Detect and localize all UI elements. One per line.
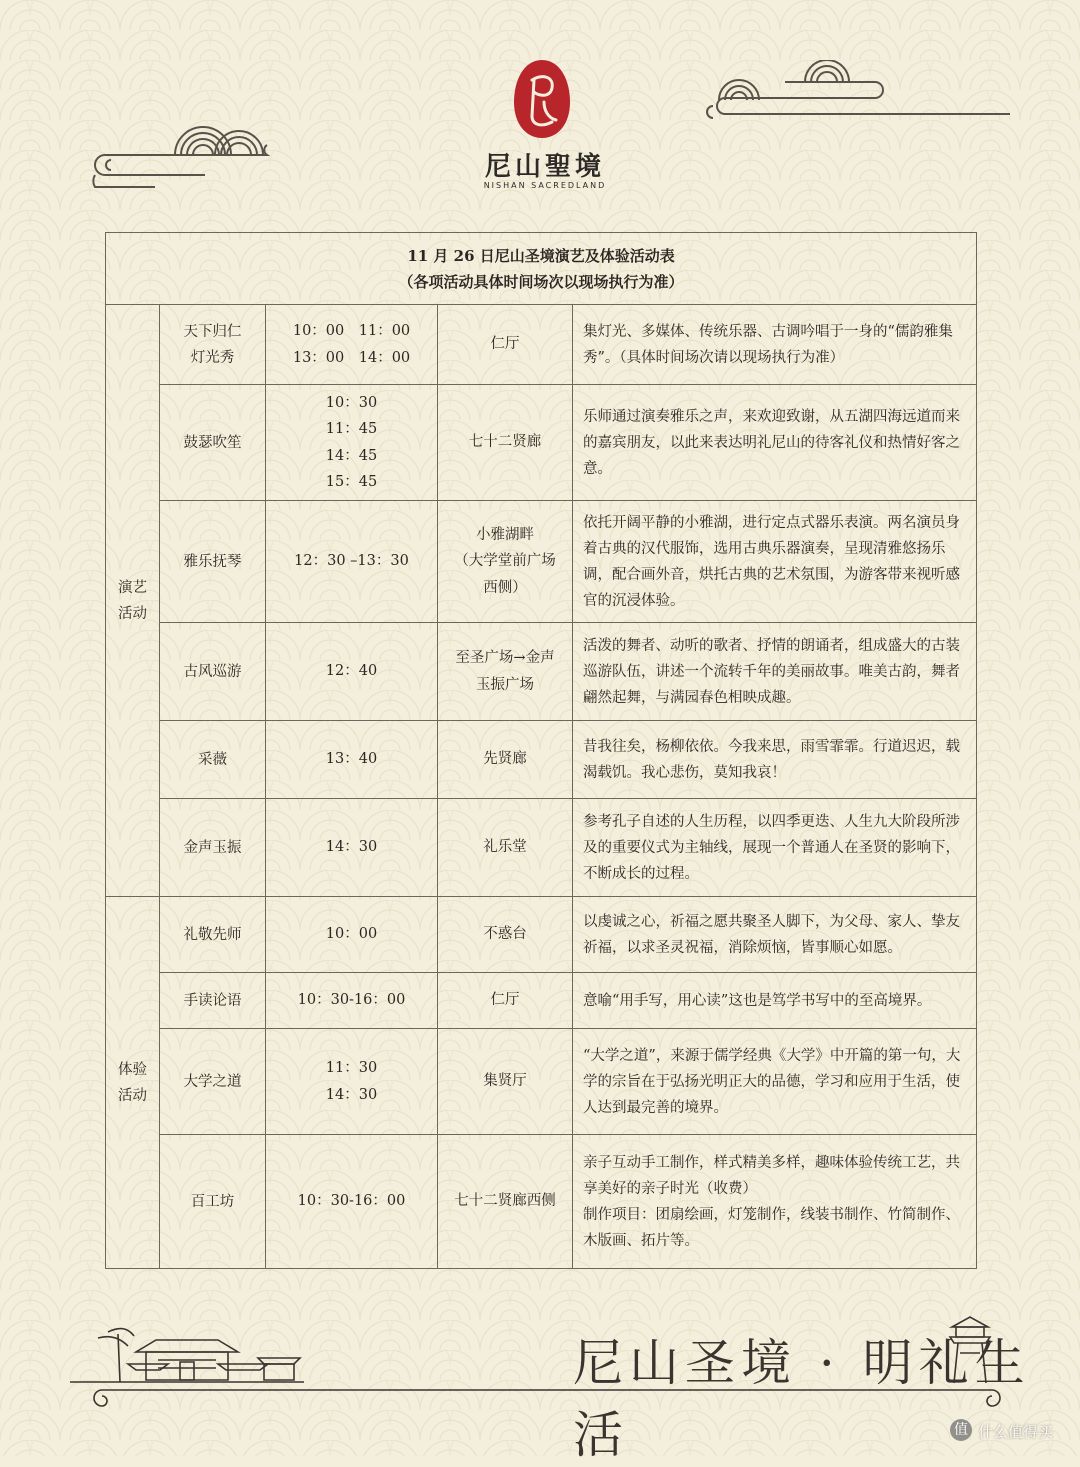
activity-location: 玉振广场 xyxy=(476,676,534,693)
activity-name: 采薇 xyxy=(198,751,227,768)
activity-name: 鼓瑟吹笙 xyxy=(183,434,242,451)
table-row xyxy=(106,721,977,799)
activity-time-cell xyxy=(266,623,438,721)
cloud-ornament-left xyxy=(85,115,275,195)
activity-location: 仁厅 xyxy=(490,336,520,353)
category-label: 体验 xyxy=(118,1061,147,1078)
activity-description-cell xyxy=(573,623,977,721)
table-row xyxy=(106,1029,977,1135)
activity-time-cell xyxy=(266,1135,438,1269)
brand-seal-logo xyxy=(512,58,572,140)
activity-time: 11：30 xyxy=(325,1060,378,1076)
table-row xyxy=(106,385,977,501)
schedule-table xyxy=(105,232,977,1269)
activity-name-cell xyxy=(160,305,266,385)
activity-location-cell xyxy=(438,721,573,799)
activity-time-cell xyxy=(266,305,438,385)
watermark-logo-icon: 值 xyxy=(950,1419,972,1441)
activity-location-cell xyxy=(438,1135,573,1269)
activity-location-cell xyxy=(438,623,573,721)
activity-time-cell xyxy=(266,385,438,501)
activity-description-cell xyxy=(573,1029,977,1135)
activity-name-cell xyxy=(160,501,266,623)
activity-location: （大学堂前广场 xyxy=(454,553,556,570)
table-row xyxy=(106,897,977,973)
activity-time: 14：45 xyxy=(325,447,378,464)
activity-location: 至圣广场→金声 xyxy=(455,650,555,666)
category-label: 演艺 xyxy=(118,579,147,596)
activity-description-cell xyxy=(573,721,977,799)
activity-description-cell xyxy=(573,1135,977,1269)
activity-location-cell xyxy=(438,897,573,973)
category-label: 活动 xyxy=(118,1087,147,1104)
activity-name: 雅乐抚琴 xyxy=(183,553,242,570)
activity-name: 手读论语 xyxy=(183,992,242,1009)
category-label: 活动 xyxy=(118,605,147,622)
brand-english-name: NISHAN SACREDLAND xyxy=(483,181,607,190)
activity-description: 乐师通过演奏雅乐之声，来欢迎致谢，从五湖四海远道而来的嘉宾朋友，以此来表达明礼尼山的待客礼仪和热情好客之意。 xyxy=(583,408,960,477)
activity-description-cell xyxy=(573,501,977,623)
category-cell xyxy=(106,305,160,897)
activity-time: 13：40 xyxy=(325,751,378,768)
activity-time-cell xyxy=(266,501,438,623)
activity-description: 以虔诚之心，祈福之愿共聚圣人脚下，为父母、家人、挚友祈福，以求圣灵祝福，消除烦恼，皆事顺心如愿。 xyxy=(583,913,960,956)
activity-location-cell xyxy=(438,973,573,1029)
activity-time: 14：30 xyxy=(325,1086,378,1103)
activity-name-cell xyxy=(160,1135,266,1269)
activity-location-cell xyxy=(438,1029,573,1135)
brand-name: 尼山聖境 xyxy=(484,152,605,182)
activity-time-cell xyxy=(266,897,438,973)
activity-location-cell xyxy=(438,799,573,897)
activity-location: 先贤廊 xyxy=(483,751,527,768)
table-row xyxy=(106,623,977,721)
activity-time: 10：30-16：00 xyxy=(297,1193,406,1210)
activity-name: 大学之道 xyxy=(183,1073,242,1090)
activity-time: 10：00 11：00 xyxy=(292,323,411,339)
activity-description-cell xyxy=(573,385,977,501)
activity-location: 七十二贤廊 xyxy=(468,434,542,451)
activity-name: 百工坊 xyxy=(190,1193,235,1210)
activity-description-cell xyxy=(573,897,977,973)
table-row xyxy=(106,1135,977,1269)
activity-description: 昔我往矣，杨柳依依。今我来思，雨雪霏霏。行道迟迟，载渴载饥。我心悲伤，莫知我哀！ xyxy=(583,738,960,781)
watermark-text: 什么值得买 xyxy=(978,1423,1054,1441)
activity-description: 集灯光、多媒体、传统乐器、古调吟唱于一身的“儒韵雅集秀”。（具体时间场次请以现场执行为准） xyxy=(583,323,953,366)
activity-time: 14：30 xyxy=(325,839,378,856)
activity-name-cell xyxy=(160,623,266,721)
activity-name-cell xyxy=(160,897,266,973)
activity-description-cell xyxy=(573,973,977,1029)
activity-name-cell xyxy=(160,799,266,897)
table-row xyxy=(106,799,977,897)
activity-location: 礼乐堂 xyxy=(483,839,527,856)
activity-description: 依托开阔平静的小雅湖，进行定点式器乐表演。两名演员身着古典的汉代服饰，选用古典乐器演奏，呈现清雅悠扬乐调，配合画外音，烘托古典的艺术氛围，为游客带来视听感官的沉浸体验。 xyxy=(583,514,960,609)
activity-time: 12：40 xyxy=(325,663,378,680)
activity-time: 13：00 14：00 xyxy=(292,349,411,366)
activity-name: 天下归仁 xyxy=(183,323,242,340)
activity-description: 亲子互动手工制作，样式精美多样，趣味体验传统工艺，共享美好的亲子时光（收费） xyxy=(583,1154,960,1197)
table-subtitle: （各项活动具体时间场次以现场执行为准） xyxy=(398,272,684,291)
table-row xyxy=(106,305,977,385)
activity-location: 西侧） xyxy=(483,579,527,596)
activity-name: 金声玉振 xyxy=(183,839,242,856)
table-title-cell xyxy=(106,233,977,305)
table-title: 11 月 26 日尼山圣境演艺及体验活动表 xyxy=(407,246,675,265)
activity-time-cell xyxy=(266,1029,438,1135)
activity-location-cell xyxy=(438,385,573,501)
table-header-row xyxy=(106,233,977,305)
activity-description: “大学之道”，来源于儒学经典《大学》中开篇的第一句，大学的宗旨在于弘扬光明正大的品德，学习和应用于生活，使人达到最完善的境界。 xyxy=(583,1047,961,1116)
cloud-ornament-right xyxy=(705,60,1015,122)
activity-name: 古风巡游 xyxy=(183,663,242,680)
activity-time-cell xyxy=(266,973,438,1029)
activity-description: 意喻“用手写，用心读”这也是笃学书写中的至高境界。 xyxy=(583,992,932,1009)
activity-description: 参考孔子自述的人生历程，以四季更迭、人生九大阶段所涉及的重要仪式为主轴线，展现一个普通人在圣贤的影响下，不断成长的过程。 xyxy=(583,813,960,882)
activity-time: 10：30 xyxy=(325,394,378,411)
activity-name-cell xyxy=(160,721,266,799)
activity-location: 七十二贤廊西侧 xyxy=(454,1193,556,1210)
activity-description-cell xyxy=(573,799,977,897)
activity-time: 12：30 –13：30 xyxy=(294,553,409,570)
activity-name-cell xyxy=(160,1029,266,1135)
activity-description: 制作项目：团扇绘画，灯笼制作，线装书制作、竹简制作、木版画、拓片等。 xyxy=(583,1206,960,1249)
activity-description: 活泼的舞者、动听的歌者、抒情的朗诵者，组成盛大的古装巡游队伍，讲述一个流转千年的美丽故事。唯美古韵，舞者翩然起舞，与满园春色相映成趣。 xyxy=(583,637,960,706)
activity-time-cell xyxy=(266,799,438,897)
activity-location-cell xyxy=(438,501,573,623)
activity-name-cell xyxy=(160,973,266,1029)
activity-name-cell xyxy=(160,385,266,501)
activity-time: 15：45 xyxy=(325,474,378,490)
footer-slogan: 尼山圣境 · 明礼生活 xyxy=(573,1334,1031,1464)
activity-location-cell xyxy=(438,305,573,385)
table-row xyxy=(106,973,977,1029)
activity-time: 11：45 xyxy=(325,421,378,437)
activity-location: 不惑台 xyxy=(483,926,527,943)
activity-time-cell xyxy=(266,721,438,799)
activity-time: 10：30-16：00 xyxy=(297,992,406,1009)
activity-time: 10：00 xyxy=(325,926,378,943)
activity-location: 小雅湖畔 xyxy=(476,526,534,543)
activity-name: 灯光秀 xyxy=(190,349,235,366)
table-row xyxy=(106,501,977,623)
activity-description-cell xyxy=(573,305,977,385)
activity-name: 礼敬先师 xyxy=(183,926,242,943)
category-cell xyxy=(106,897,160,1269)
activity-location: 集贤厅 xyxy=(483,1073,527,1090)
activity-location: 仁厅 xyxy=(490,992,520,1009)
